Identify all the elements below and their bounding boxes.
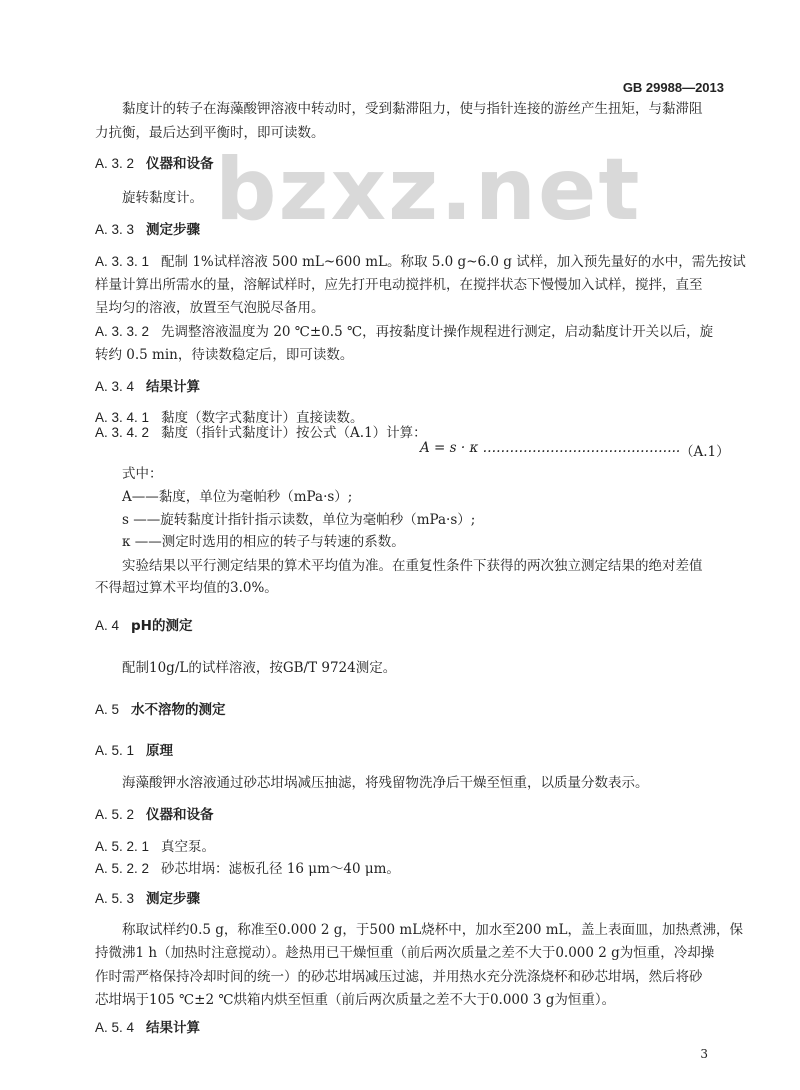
where-A: A——黏度，单位为毫帕秒（mPa·s）; xyxy=(122,489,353,505)
a331-line-1 xyxy=(95,250,746,270)
a51-body: 海藻酸钾水溶液通过砂芯坩埚减压抽滤，将残留物洗净后干燥至恒重，以质量分数表示。 xyxy=(122,775,649,791)
section-a54-heading xyxy=(95,1016,200,1036)
clause-number: A. 3. 4. 1 xyxy=(95,410,150,425)
section-number: A. 5. 4 xyxy=(95,1020,135,1035)
section-title: 测定步骤 xyxy=(146,222,201,238)
clause-number: A. 3. 3. 1 xyxy=(95,254,150,269)
where-s: s ——旋转黏度计指针指示读数，单位为毫帕秒（mPa·s）; xyxy=(122,512,476,528)
section-title: 测定步骤 xyxy=(146,891,201,907)
section-number: A. 3. 3 xyxy=(95,222,135,237)
clause-text: 先调整溶液温度为 20 ℃±0.5 ℃，再按黏度计操作规程进行测定，启动黏度计开关以后，旋 xyxy=(161,324,714,340)
page-number: 3 xyxy=(700,1047,708,1061)
a332-line-2: 转约 0.5 min，待读数稳定后，即可读数。 xyxy=(95,347,354,363)
standard-number: GB 29988—2013 xyxy=(622,80,724,95)
clause-number: A. 5. 2. 2 xyxy=(95,861,150,876)
section-number: A. 5. 2 xyxy=(95,807,135,822)
section-a51-heading xyxy=(95,739,173,759)
a53-line-3: 作时需严格保持冷却时间的统一）的砂芯坩埚减压过滤，并用热水充分洗涤烧杯和砂芯坩埚，然后将砂 xyxy=(95,969,703,985)
section-a4-heading xyxy=(95,614,192,634)
section-title: 结果计算 xyxy=(146,1020,201,1036)
a53-line-2: 持微沸1 h（加热时注意搅动）。趁热用已干燥恒重（前后两次质量之差不大于0.000 2 g为恒重，冷却操 xyxy=(95,945,715,961)
a332-line-1 xyxy=(95,320,713,340)
a53-line-1: 称取试样约0.5 g，称准至0.000 2 g，于500 mL烧杯中，加水至200 mL，盖上表面皿，加热煮沸，保 xyxy=(122,922,744,938)
section-number: A. 3. 4 xyxy=(95,379,135,394)
clause-number: A. 5. 2. 1 xyxy=(95,839,150,854)
section-a34-heading xyxy=(95,375,200,395)
section-title: 仪器和设备 xyxy=(146,156,214,172)
section-a53-heading xyxy=(95,887,200,907)
a53-line-4: 芯坩埚于105 ℃±2 ℃烘箱内烘至恒重（前后两次质量之差不大于0.000 3 g为恒重）。 xyxy=(95,992,616,1008)
section-number: A. 5 xyxy=(95,702,120,717)
a4-body: 配制10g/L的试样溶液，按GB/T 9724测定。 xyxy=(122,660,397,676)
a522-line xyxy=(95,857,400,877)
clause-number: A. 3. 4. 2 xyxy=(95,425,150,440)
result-line-1: 实验结果以平行测定结果的算术平均值为准。在重复性条件下获得的两次独立测定结果的绝对差值 xyxy=(122,558,703,574)
section-number: A. 4 xyxy=(95,618,120,633)
watermark: bzxz.net xyxy=(215,140,642,240)
intro-line-1: 黏度计的转子在海藻酸钾溶液中转动时，受到黏滞阻力，使与指针连接的游丝产生扭矩，与黏滞阻 xyxy=(122,101,703,117)
section-title: 原理 xyxy=(146,743,174,759)
a331-line-2: 样量计算出所需水的量，溶解试样时，应先打开电动搅拌机，在搅拌状态下慢慢加入试样，搅拌，直至 xyxy=(95,277,703,293)
section-a52-heading xyxy=(95,803,214,823)
section-a33-heading xyxy=(95,218,200,238)
a331-line-3: 呈均匀的溶液，放置至气泡脱尽备用。 xyxy=(95,300,325,316)
clause-text: 黏度（数字式黏度计）直接读数。 xyxy=(161,410,364,426)
section-number: A. 5. 1 xyxy=(95,743,135,758)
section-a32-heading xyxy=(95,152,214,172)
a521-line xyxy=(95,835,215,855)
result-line-2: 不得超过算术平均值的3.0%。 xyxy=(95,580,278,596)
section-title: pH的测定 xyxy=(131,618,193,634)
clause-number: A. 3. 3. 2 xyxy=(95,324,150,339)
clause-text: 真空泵。 xyxy=(161,839,216,855)
section-title: 仪器和设备 xyxy=(146,807,214,823)
clause-text: 砂芯坩埚：滤板孔径 16 μm～40 μm。 xyxy=(161,861,400,877)
where-k: κ ——测定时选用的相应的转子与转速的系数。 xyxy=(122,534,405,550)
a342-line xyxy=(95,421,427,441)
a32-body: 旋转黏度计。 xyxy=(122,190,203,206)
formula-expression: A = s · κ …………………………………….. xyxy=(420,440,681,456)
section-title: 水不溶物的测定 xyxy=(131,702,226,718)
section-number: A. 5. 3 xyxy=(95,891,135,906)
intro-line-2: 力抗衡，最后达到平衡时，即可读数。 xyxy=(95,125,325,141)
section-title: 结果计算 xyxy=(146,379,201,395)
section-a5-heading xyxy=(95,698,226,718)
where-label: 式中： xyxy=(122,466,163,482)
section-number: A. 3. 2 xyxy=(95,156,135,171)
clause-text: 黏度（指针式黏度计）按公式（A.1）计算： xyxy=(161,425,427,441)
formula-number: （A.1） xyxy=(680,444,730,460)
clause-text: 配制 1%试样溶液 500 mL~600 mL。称取 5.0 g~6.0 g 试样，加入预先量好的水中，需先按试 xyxy=(161,254,746,270)
